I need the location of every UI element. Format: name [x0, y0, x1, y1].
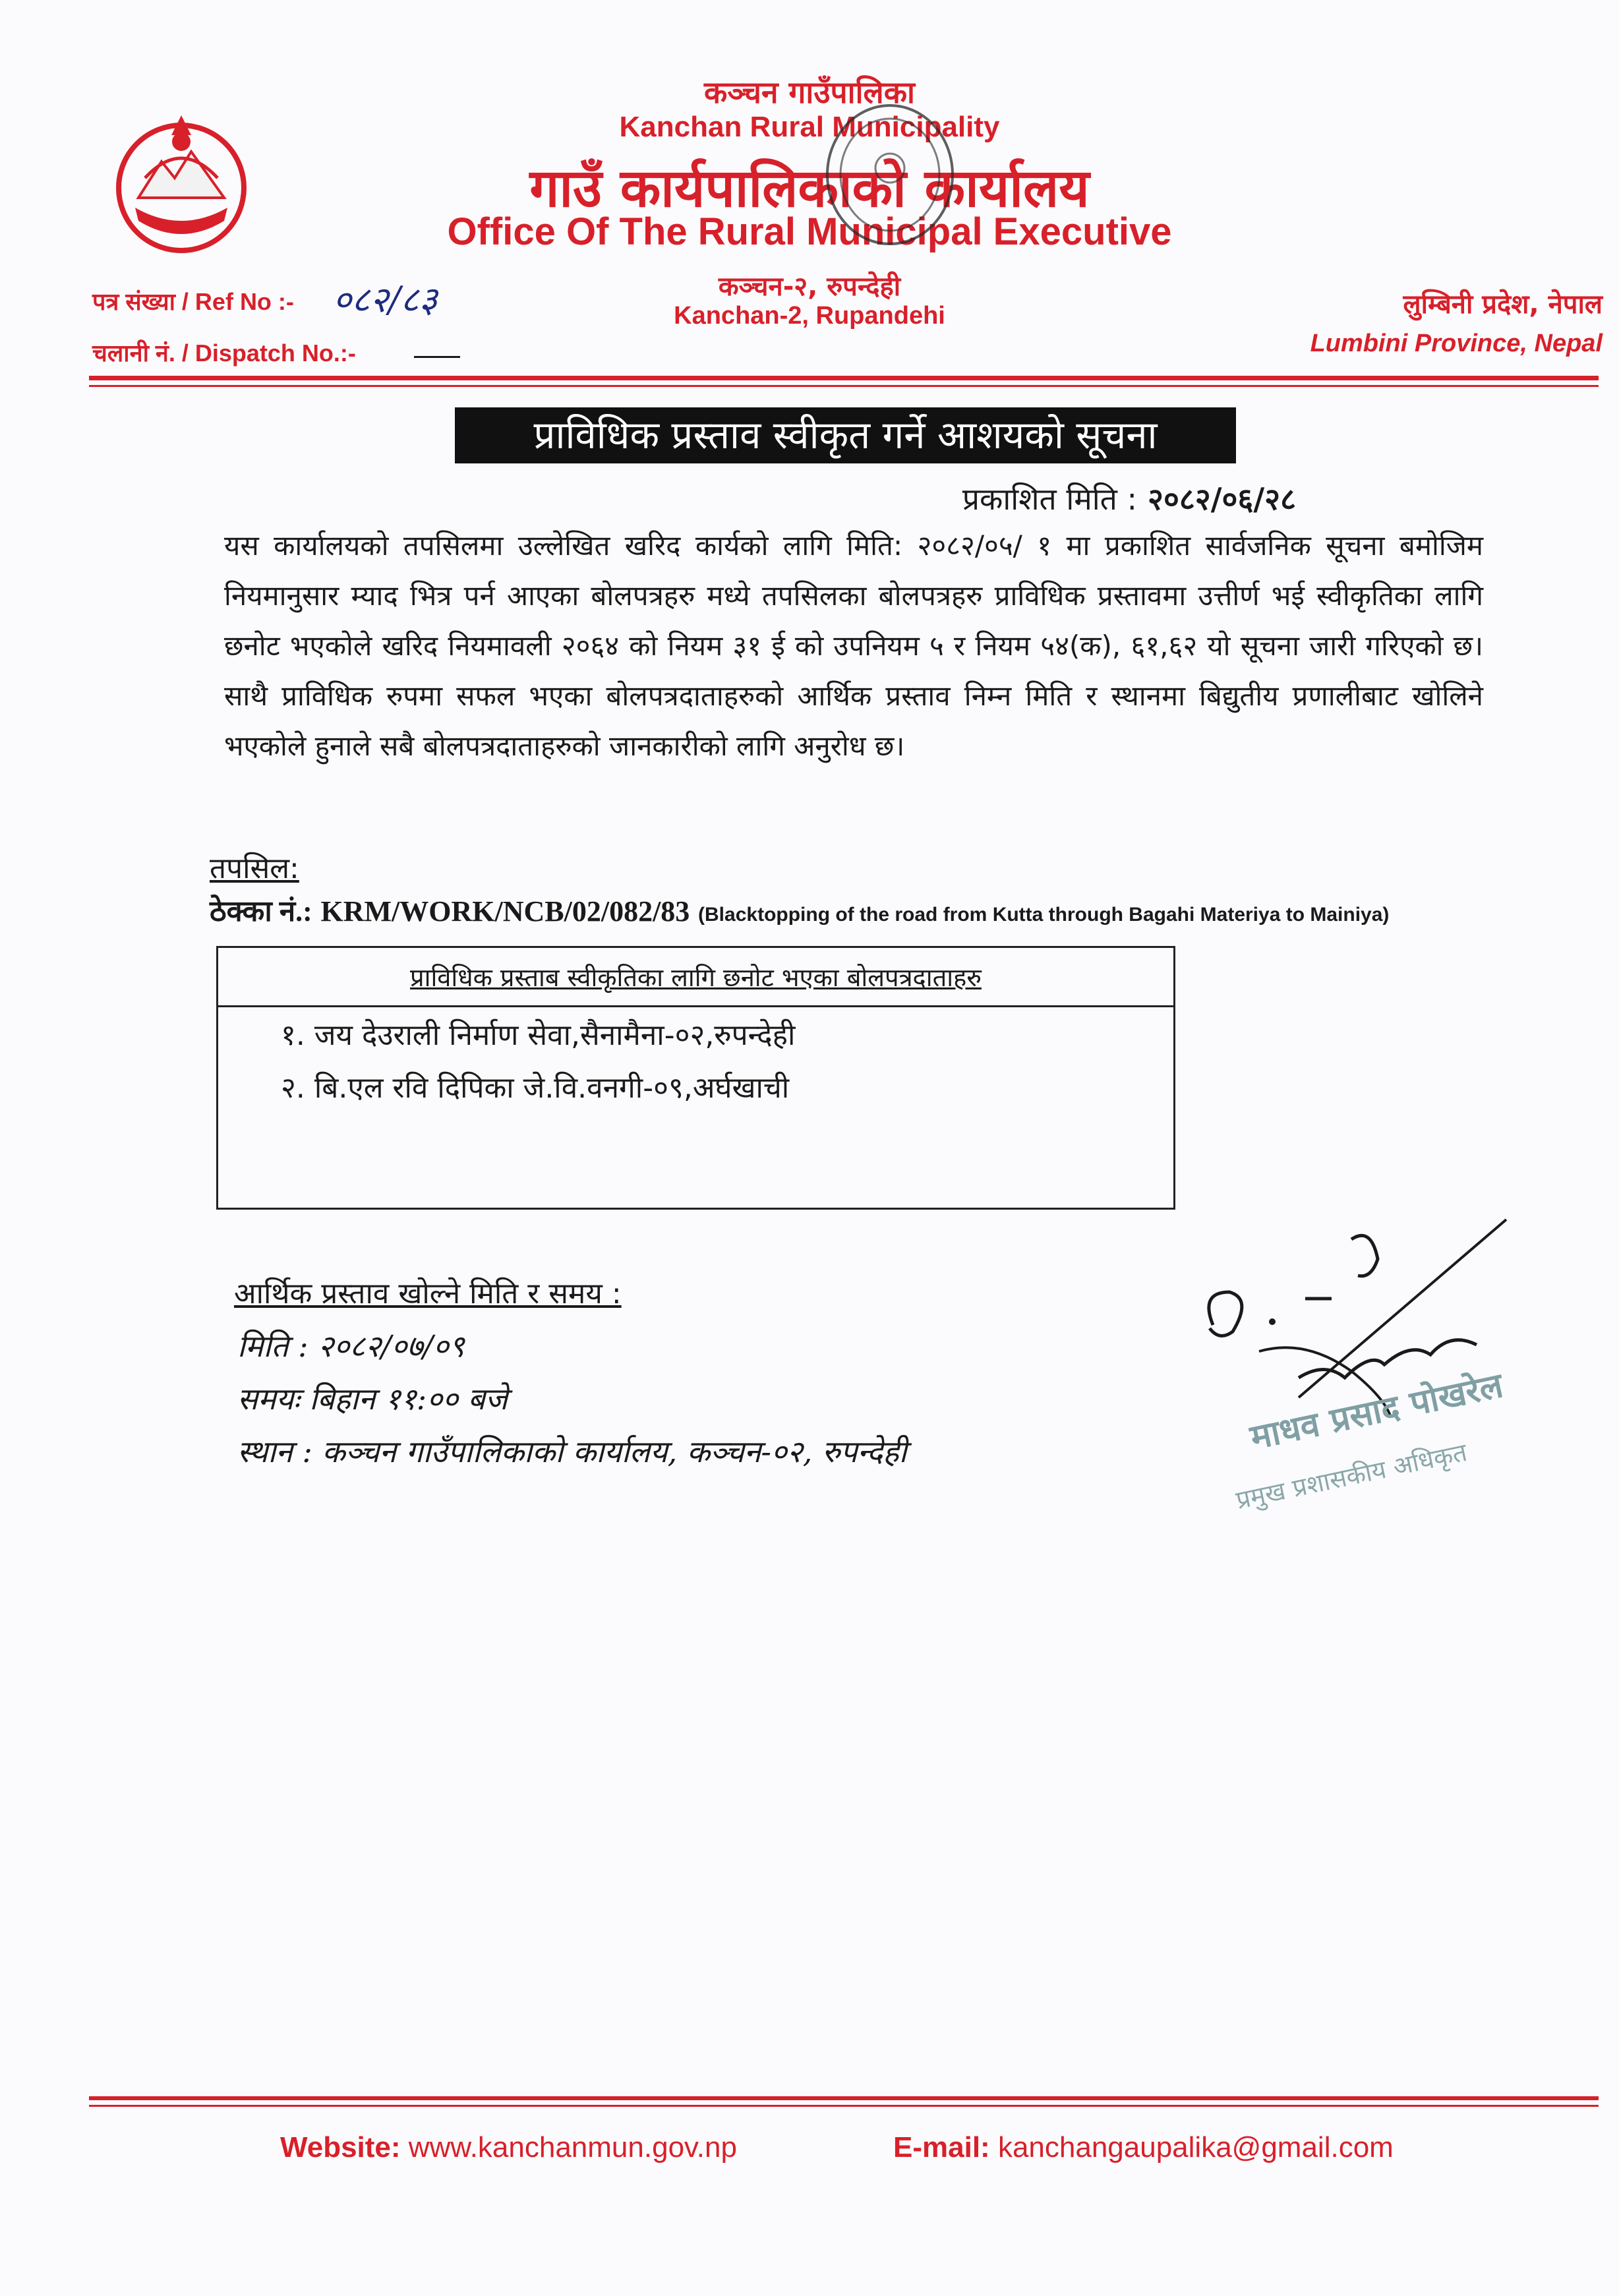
website-link[interactable]: www.kanchanmun.gov.np	[408, 2131, 737, 2164]
bidders-table	[216, 946, 1175, 1210]
header-rule-thick	[89, 376, 1599, 380]
financial-opening-time: समयः बिहान ११:०० बजे	[237, 1381, 508, 1417]
financial-opening-place: स्थान : कञ्चन गाउँपालिकाको कार्यालय, कञ्चन-०२, रुपन्देही	[237, 1434, 907, 1469]
ref-no-value: ०८२/८३	[333, 279, 438, 320]
bidder-item: १. जय देउराली निर्माण सेवा,सैनामैना-०२,रुपन्देही	[281, 1018, 796, 1052]
bidders-table-heading	[218, 948, 1173, 1007]
financial-opening-heading: आर्थिक प्रस्ताव खोल्ने मिति र समय :	[234, 1277, 622, 1310]
signatory-name: माधव प्रसाद पोखरेल	[1247, 1365, 1507, 1458]
published-date	[962, 478, 1296, 519]
email-label: E-mail:	[893, 2131, 990, 2164]
contract-description: (Blacktopping of the road from Kutta through Bagahi Materiya to Mainiya)	[698, 904, 1390, 926]
office-seal-icon	[821, 99, 959, 250]
dispatch-no-label: चलानी नं. / Dispatch No.:-	[92, 339, 356, 367]
notice-title: प्राविधिक प्रस्ताव स्वीकृत गर्ने आशयको सूचना	[455, 407, 1236, 463]
signatory-title: प्रमुख प्रशासकीय अधिकृत	[1233, 1437, 1470, 1515]
org-name-en: Kanchan Rural Municipality	[619, 111, 1000, 143]
footer-email	[893, 2131, 1394, 2164]
office-name-en: Office Of The Rural Municipal Executive	[447, 210, 1172, 253]
dispatch-no-blank	[414, 356, 460, 358]
published-date-label: प्रकाशित मिति :	[962, 481, 1138, 517]
contract-line	[210, 890, 1389, 929]
published-date-value: २०८२/०६/२८	[1148, 481, 1296, 517]
org-name-np: कञ्चन गाउँपालिका	[704, 74, 915, 110]
contract-number: KRM/WORK/NCB/02/082/83	[320, 895, 690, 927]
province-en: Lumbini Province, Nepal	[1310, 330, 1603, 357]
address-np: कञ्चन-२, रुपन्देही	[718, 272, 901, 302]
contract-label: ठेक्का नं.:	[210, 895, 312, 927]
footer-rule-thick	[89, 2096, 1599, 2100]
province-np: लुम्बिनी प्रदेश, नेपाल	[1403, 289, 1603, 320]
website-label: Website:	[280, 2131, 401, 2164]
financial-opening-date: मिति : २०८२/०७/०९	[237, 1328, 465, 1364]
footer-rule-thin	[89, 2105, 1599, 2107]
notice-body: यस कार्यालयको तपसिलमा उल्लेखित खरिद कार्यको लागि मिति: २०८२/०५/ १ मा प्रकाशित सार्वजनिक सूचना बमोजिम नियमानुसार म्याद भित्र पर्न आएका बोलपत्रहरु मध्ये तपसिलका बोलपत्रहरु प्राविधिक प्रस्तावमा उत्तीर्ण भई स्वीकृतिका लागि छनोट भएकोले खरिद नियमावली २०६४ को नियम ३१ ई को उपनियम ५ र नियम ५४(क), ६१,६२ यो सूचना जारी गरिएको छ। साथै प्राविधिक रुपमा सफल भएका बोलपत्रदाताहरुको आर्थिक प्रस्ताव निम्न मिति र स्थानमा बिद्युतीय प्रणालीबाट खोलिने भएकोले हुनाले सबै बोलपत्रदाताहरुको जानकारीको लागि अनुरोध छ।	[224, 529, 1483, 762]
email-link[interactable]: kanchangaupalika@gmail.com	[997, 2131, 1394, 2164]
schedule-heading: तपसिल:	[210, 852, 299, 885]
footer-website	[280, 2131, 737, 2164]
bidder-item: २. बि.एल रवि दिपिका जे.वि.वनगी-०९,अर्घखाची	[281, 1071, 790, 1105]
header-rule-thin	[89, 385, 1599, 387]
office-name-np: गाउँ कार्यपालिकाको कार्यालय	[529, 158, 1090, 219]
address-en: Kanchan-2, Rupandehi	[674, 302, 945, 330]
bidders-heading-text: प्राविधिक प्रस्ताब स्वीकृतिका लागि छनोट भएका बोलपत्रदाताहरु	[410, 963, 982, 992]
ref-no-label: पत्र संख्या / Ref No :-	[92, 288, 294, 315]
